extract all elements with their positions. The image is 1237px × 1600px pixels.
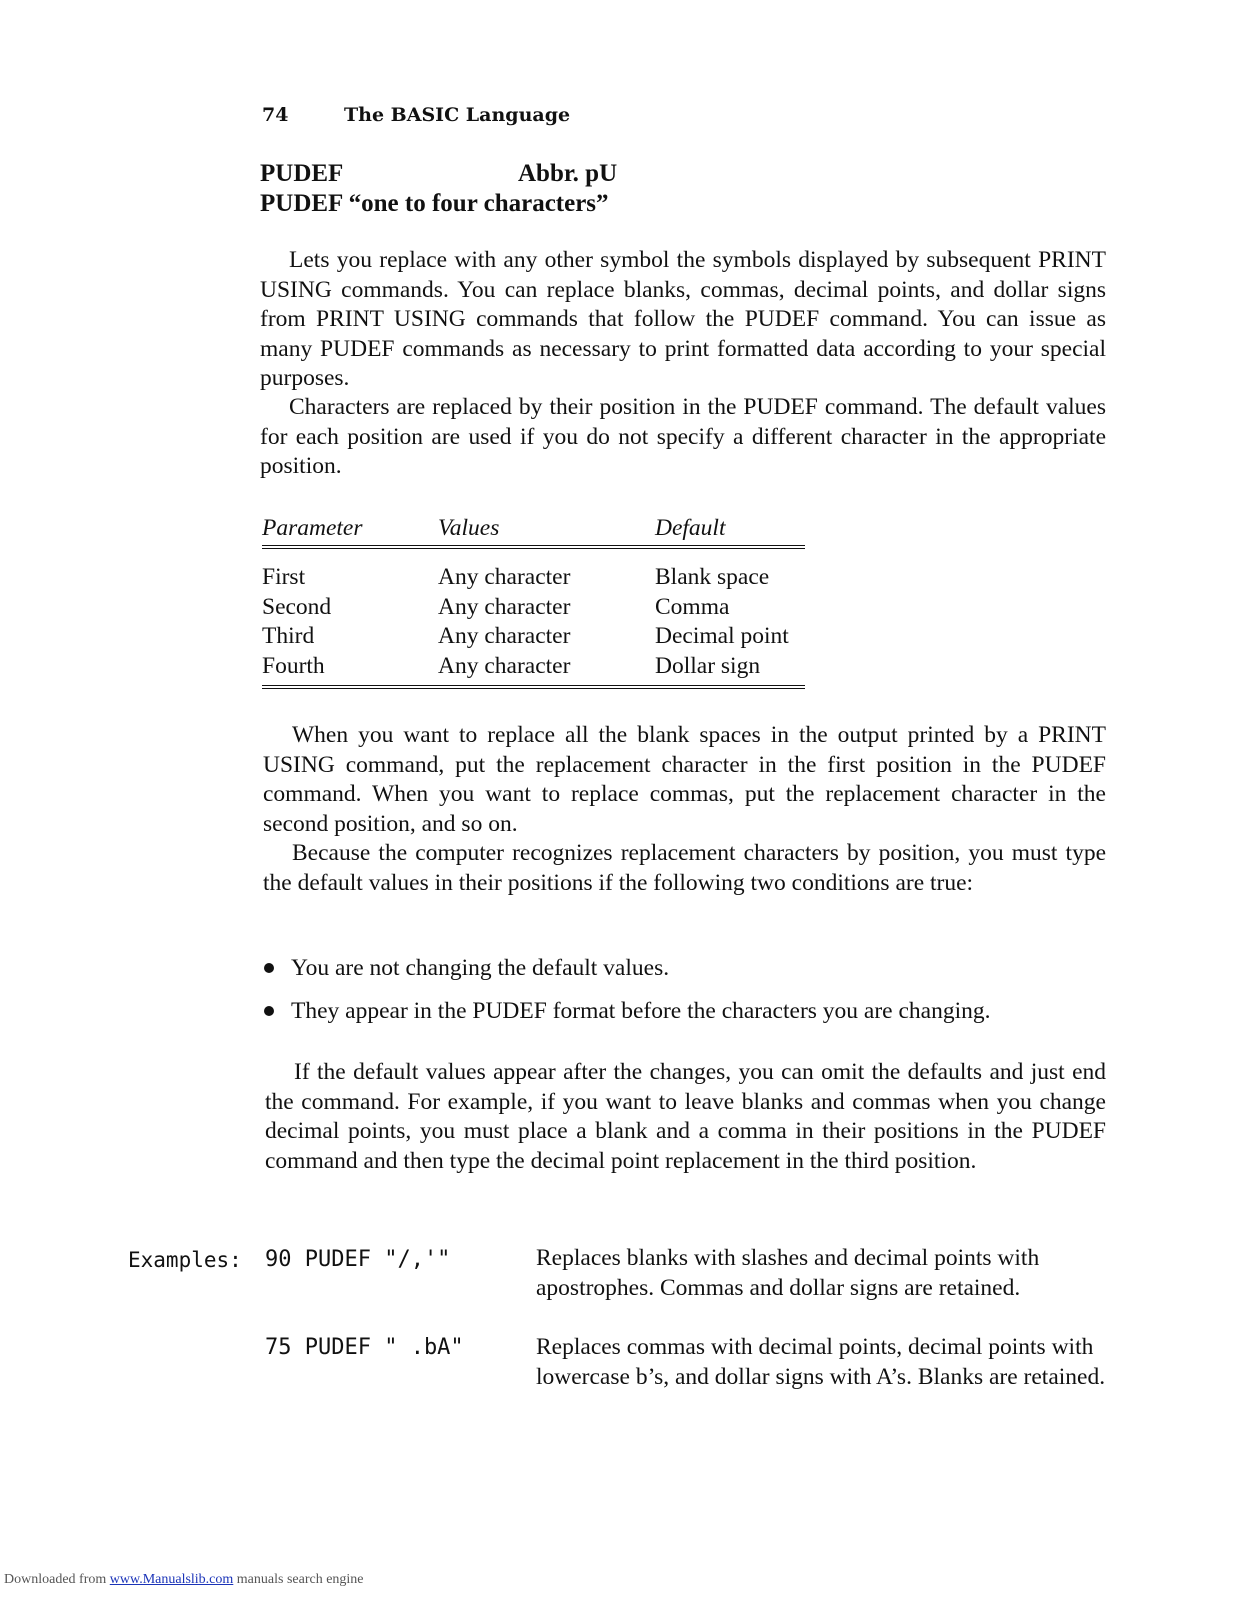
table-row	[262, 593, 805, 623]
parameter-table	[262, 510, 805, 689]
command-name: PUDEF	[260, 160, 344, 187]
table-cell: First	[262, 564, 306, 590]
table-cell: Any character	[438, 652, 571, 679]
table-cell: Blank space	[655, 564, 770, 590]
example-description: Replaces blanks with slashes and decimal points with apostrophes. Commas and dollar signs are retained.	[536, 1245, 1040, 1301]
table-header-parameter: Parameter	[262, 515, 363, 541]
table-cell: Third	[262, 623, 315, 649]
examples-label: Examples:	[128, 1248, 242, 1272]
table-cell: Dollar sign	[655, 652, 761, 679]
list-item-text: You are not changing the default values.	[291, 955, 670, 981]
table-row	[262, 563, 805, 593]
bullet-icon	[264, 1006, 274, 1016]
manualslib-link[interactable]: www.Manualslib.com	[109, 1572, 234, 1587]
table-row	[262, 622, 805, 652]
running-title: The BASIC Language	[344, 104, 571, 126]
table-header-default: Default	[655, 515, 726, 541]
conditions-paragraph: Because the computer recognizes replacement characters by position, you must type the default values in their positions if the following two conditions are true:	[263, 840, 1106, 896]
example-code: 90 PUDEF "/,'"	[265, 1247, 451, 1272]
list-item	[264, 955, 669, 982]
defaults-paragraph: If the default values appear after the changes, you can omit the defaults and just end the command. For example, if you want to leave blanks and commas when you change decimal points, you must place a blank and a comma in their positions in the PUDEF command and then type the decimal point replacement in the third position.	[265, 1059, 1106, 1174]
list-item	[264, 998, 991, 1025]
example-description: Replaces commas with decimal points, decimal points with lowercase b’s, and dollar signs with A’s. Blanks are retained.	[536, 1334, 1106, 1390]
position-paragraph: Characters are replaced by their position in the PUDEF command. The default values for each position are used if you do not specify a different character in the appropriate position.	[260, 394, 1106, 480]
command-heading	[260, 160, 618, 188]
description-paragraph: Lets you replace with any other symbol the symbols displayed by subsequent PRINT USING commands. You can replace blanks, commas, decimal points, and dollar signs from PRINT USING commands that follow the PUDEF command. You can issue as many PUDEF commands as necessary to print formatted data according to your special purposes.	[260, 247, 1106, 392]
table-cell: Second	[262, 593, 332, 620]
table-cell: Any character	[438, 593, 571, 620]
table-cell: Fourth	[262, 652, 325, 679]
page-header	[262, 104, 570, 126]
footer-prefix: Downloaded from	[4, 1572, 110, 1587]
table-row	[262, 652, 805, 682]
command-abbreviation: Abbr. pU	[518, 160, 618, 187]
table-cell: Any character	[438, 623, 571, 649]
example-code: 75 PUDEF " .bA"	[265, 1335, 464, 1360]
table-cell: Comma	[655, 593, 730, 620]
table-footer-rule	[262, 685, 805, 689]
table-header-values: Values	[438, 515, 500, 541]
download-footer	[4, 1572, 364, 1588]
table-cell: Decimal point	[655, 623, 789, 649]
page-number: 74	[262, 104, 289, 126]
table-header-row	[262, 510, 805, 545]
command-syntax: PUDEF “one to four characters”	[260, 190, 609, 217]
footer-suffix: manuals search engine	[233, 1572, 364, 1587]
list-item-text: They appear in the PUDEF format before the characters you are changing.	[291, 998, 991, 1024]
bullet-icon	[264, 963, 274, 973]
table-cell: Any character	[438, 564, 571, 590]
table-body	[262, 549, 805, 685]
first-position-paragraph: When you want to replace all the blank spaces in the output printed by a PRINT USING command, put the replacement character in the first position in the PUDEF command. When you want to replace commas, put the replacement character in the second position, and so on.	[263, 722, 1106, 837]
